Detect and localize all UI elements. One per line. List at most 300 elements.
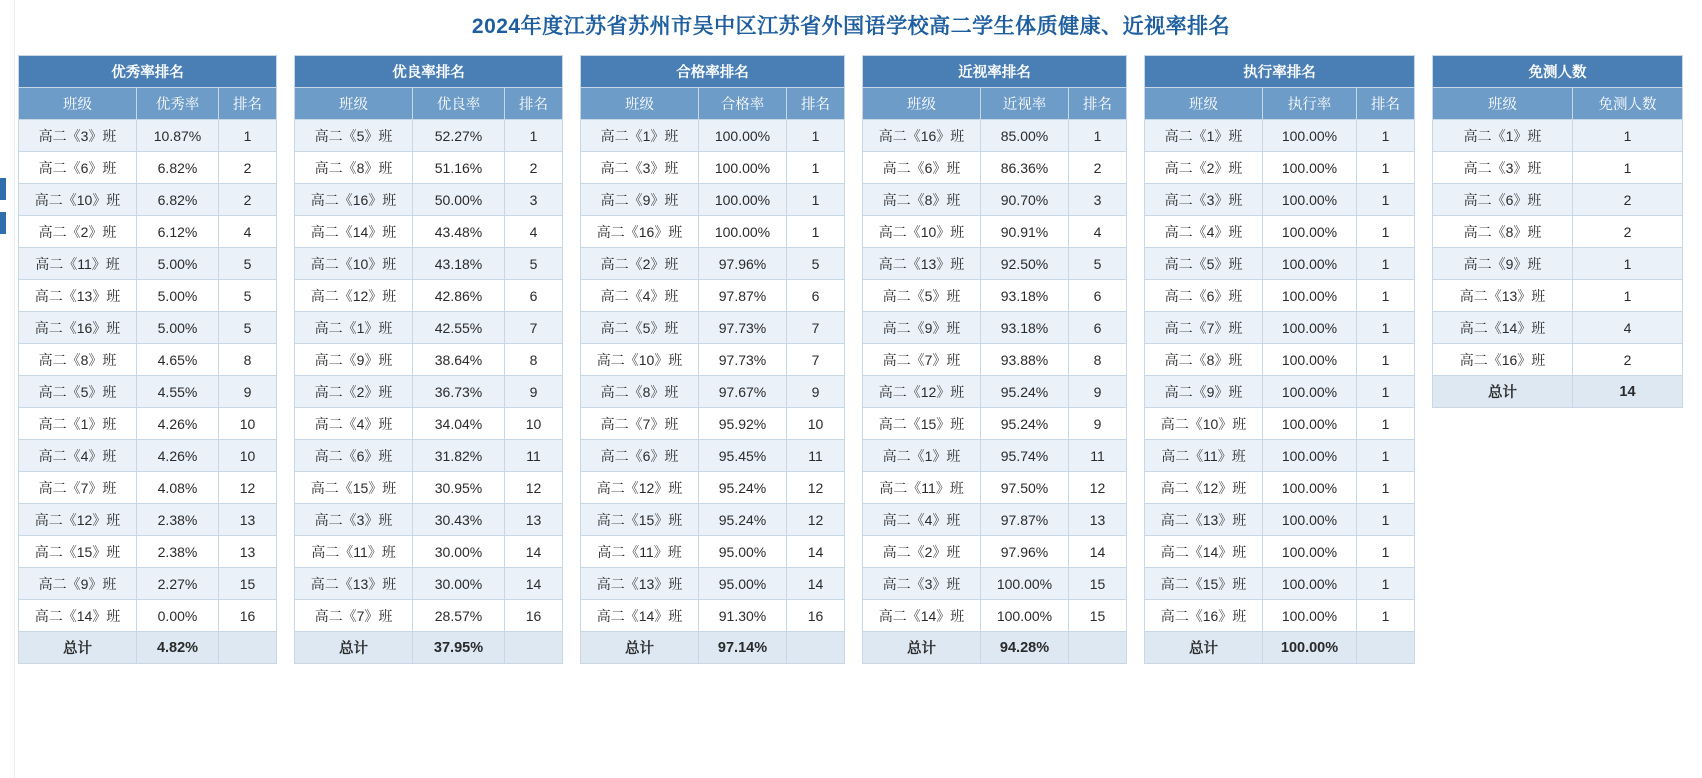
table-row bbox=[1145, 600, 1415, 632]
table-row bbox=[1145, 504, 1415, 536]
col-header-rank: 排名 bbox=[787, 88, 845, 120]
cell-rank: 13 bbox=[505, 504, 563, 536]
cell-value: 30.43% bbox=[413, 504, 505, 536]
col-header-value: 近视率 bbox=[981, 88, 1069, 120]
table-title-row bbox=[1433, 56, 1683, 88]
table-row bbox=[1433, 248, 1683, 280]
table-row bbox=[19, 344, 277, 376]
table-row bbox=[863, 376, 1127, 408]
cell-rank: 1 bbox=[1357, 120, 1415, 152]
cell-value: 100.00% bbox=[1263, 344, 1357, 376]
table-row bbox=[581, 376, 845, 408]
cell-value: 100.00% bbox=[1263, 568, 1357, 600]
cell-rank: 13 bbox=[219, 504, 277, 536]
cell-value: 100.00% bbox=[1263, 152, 1357, 184]
cell-class: 高二《12》班 bbox=[19, 504, 137, 536]
table-row bbox=[863, 408, 1127, 440]
cell-rank: 14 bbox=[787, 568, 845, 600]
cell-value: 97.87% bbox=[981, 504, 1069, 536]
cell-value: 30.00% bbox=[413, 568, 505, 600]
table-total-row bbox=[863, 632, 1127, 664]
cell-value: 10.87% bbox=[137, 120, 219, 152]
cell-value: 2.27% bbox=[137, 568, 219, 600]
cell-class: 高二《6》班 bbox=[19, 152, 137, 184]
cell-rank: 1 bbox=[1357, 184, 1415, 216]
cell-class: 高二《1》班 bbox=[19, 408, 137, 440]
cell-value: 95.24% bbox=[981, 376, 1069, 408]
table-row bbox=[581, 536, 845, 568]
cell-value: 97.87% bbox=[699, 280, 787, 312]
table-row bbox=[19, 216, 277, 248]
cell-class: 高二《7》班 bbox=[863, 344, 981, 376]
cell-rank: 5 bbox=[787, 248, 845, 280]
table-row bbox=[19, 152, 277, 184]
cell-value: 28.57% bbox=[413, 600, 505, 632]
cell-rank: 1 bbox=[1357, 440, 1415, 472]
cell-rank: 2 bbox=[505, 152, 563, 184]
cell-class: 高二《5》班 bbox=[581, 312, 699, 344]
cell-class: 高二《3》班 bbox=[1145, 184, 1263, 216]
cell-class: 高二《5》班 bbox=[863, 280, 981, 312]
cell-rank: 14 bbox=[1069, 536, 1127, 568]
cell-class: 高二《12》班 bbox=[863, 376, 981, 408]
table-row bbox=[19, 120, 277, 152]
cell-value: 52.27% bbox=[413, 120, 505, 152]
cell-class: 高二《1》班 bbox=[295, 312, 413, 344]
cell-class: 高二《5》班 bbox=[19, 376, 137, 408]
cell-value: 97.96% bbox=[699, 248, 787, 280]
table-row bbox=[581, 600, 845, 632]
table-title-row bbox=[1145, 56, 1415, 88]
cell-class: 高二《13》班 bbox=[1433, 280, 1573, 312]
table-row bbox=[295, 440, 563, 472]
cell-rank: 1 bbox=[1357, 472, 1415, 504]
table-row bbox=[1433, 216, 1683, 248]
table-title: 优良率排名 bbox=[295, 56, 563, 88]
cell-rank: 1 bbox=[1357, 376, 1415, 408]
table-row bbox=[295, 600, 563, 632]
cell-value: 95.24% bbox=[699, 504, 787, 536]
cell-class: 高二《13》班 bbox=[863, 248, 981, 280]
cell-rank: 10 bbox=[219, 440, 277, 472]
total-value: 100.00% bbox=[1263, 632, 1357, 664]
cell-rank: 7 bbox=[787, 344, 845, 376]
table-header-row bbox=[1433, 88, 1683, 120]
cell-class: 高二《10》班 bbox=[295, 248, 413, 280]
table-header-row bbox=[863, 88, 1127, 120]
total-rank bbox=[1357, 632, 1415, 664]
cell-value: 100.00% bbox=[1263, 216, 1357, 248]
table-row bbox=[1145, 120, 1415, 152]
total-rank bbox=[1069, 632, 1127, 664]
table-row bbox=[19, 184, 277, 216]
cell-rank: 8 bbox=[505, 344, 563, 376]
cell-value: 1 bbox=[1573, 120, 1683, 152]
table-row bbox=[295, 376, 563, 408]
cell-class: 高二《11》班 bbox=[863, 472, 981, 504]
cell-value: 2 bbox=[1573, 344, 1683, 376]
cell-rank: 1 bbox=[1357, 408, 1415, 440]
cell-value: 6.12% bbox=[137, 216, 219, 248]
cell-class: 高二《11》班 bbox=[19, 248, 137, 280]
cell-class: 高二《11》班 bbox=[295, 536, 413, 568]
table-row bbox=[863, 344, 1127, 376]
table-header-row bbox=[19, 88, 277, 120]
cell-rank: 10 bbox=[505, 408, 563, 440]
cell-value: 5.00% bbox=[137, 280, 219, 312]
cell-value: 95.92% bbox=[699, 408, 787, 440]
cell-value: 100.00% bbox=[699, 184, 787, 216]
cell-class: 高二《13》班 bbox=[1145, 504, 1263, 536]
cell-class: 高二《5》班 bbox=[295, 120, 413, 152]
cell-value: 95.00% bbox=[699, 536, 787, 568]
table-title-row bbox=[295, 56, 563, 88]
table-row bbox=[581, 152, 845, 184]
cell-value: 100.00% bbox=[1263, 248, 1357, 280]
cell-value: 95.74% bbox=[981, 440, 1069, 472]
cell-class: 高二《11》班 bbox=[581, 536, 699, 568]
cell-class: 高二《9》班 bbox=[1145, 376, 1263, 408]
cell-rank: 16 bbox=[505, 600, 563, 632]
table-row bbox=[863, 280, 1127, 312]
total-label: 总计 bbox=[1145, 632, 1263, 664]
table-row bbox=[581, 184, 845, 216]
cell-class: 高二《10》班 bbox=[863, 216, 981, 248]
cell-class: 高二《3》班 bbox=[863, 568, 981, 600]
cell-class: 高二《14》班 bbox=[581, 600, 699, 632]
cell-value: 100.00% bbox=[1263, 312, 1357, 344]
cell-rank: 1 bbox=[787, 184, 845, 216]
table-title-row bbox=[581, 56, 845, 88]
cell-rank: 7 bbox=[505, 312, 563, 344]
cell-class: 高二《4》班 bbox=[19, 440, 137, 472]
cell-rank: 1 bbox=[787, 216, 845, 248]
table-row bbox=[19, 440, 277, 472]
table-row bbox=[581, 504, 845, 536]
cell-class: 高二《15》班 bbox=[581, 504, 699, 536]
table-header-row bbox=[295, 88, 563, 120]
table-good-rate bbox=[294, 55, 563, 664]
table-row bbox=[1433, 120, 1683, 152]
cell-class: 高二《16》班 bbox=[1433, 344, 1573, 376]
cell-value: 92.50% bbox=[981, 248, 1069, 280]
cell-class: 高二《16》班 bbox=[1145, 600, 1263, 632]
cell-value: 100.00% bbox=[1263, 376, 1357, 408]
table-row bbox=[581, 216, 845, 248]
cell-class: 高二《10》班 bbox=[19, 184, 137, 216]
col-header-class: 班级 bbox=[581, 88, 699, 120]
cell-value: 97.73% bbox=[699, 312, 787, 344]
cell-rank: 3 bbox=[505, 184, 563, 216]
cell-class: 高二《3》班 bbox=[1433, 152, 1573, 184]
cell-value: 97.50% bbox=[981, 472, 1069, 504]
cell-class: 高二《1》班 bbox=[1145, 120, 1263, 152]
table-myopia-rate bbox=[862, 55, 1127, 664]
cell-value: 2 bbox=[1573, 184, 1683, 216]
cell-class: 高二《14》班 bbox=[863, 600, 981, 632]
table-body bbox=[19, 120, 277, 664]
cell-value: 6.82% bbox=[137, 184, 219, 216]
cell-class: 高二《16》班 bbox=[863, 120, 981, 152]
cell-value: 93.88% bbox=[981, 344, 1069, 376]
cell-class: 高二《2》班 bbox=[863, 536, 981, 568]
cell-rank: 1 bbox=[1357, 280, 1415, 312]
cell-rank: 9 bbox=[1069, 376, 1127, 408]
cell-value: 90.91% bbox=[981, 216, 1069, 248]
cell-value: 95.00% bbox=[699, 568, 787, 600]
table-row bbox=[1145, 440, 1415, 472]
col-header-class: 班级 bbox=[863, 88, 981, 120]
table-row bbox=[1145, 568, 1415, 600]
table-title: 合格率排名 bbox=[581, 56, 845, 88]
table-total-row bbox=[295, 632, 563, 664]
table-row bbox=[581, 408, 845, 440]
table-row bbox=[863, 600, 1127, 632]
cell-value: 86.36% bbox=[981, 152, 1069, 184]
total-label: 总计 bbox=[863, 632, 981, 664]
cell-value: 30.00% bbox=[413, 536, 505, 568]
cell-value: 93.18% bbox=[981, 280, 1069, 312]
total-label: 总计 bbox=[295, 632, 413, 664]
cell-rank: 11 bbox=[787, 440, 845, 472]
cell-value: 38.64% bbox=[413, 344, 505, 376]
table-row bbox=[19, 536, 277, 568]
cell-rank: 5 bbox=[219, 248, 277, 280]
cell-class: 高二《15》班 bbox=[295, 472, 413, 504]
table-row bbox=[863, 184, 1127, 216]
table-row bbox=[295, 408, 563, 440]
cell-value: 51.16% bbox=[413, 152, 505, 184]
cell-value: 2 bbox=[1573, 216, 1683, 248]
table-total-row bbox=[581, 632, 845, 664]
cell-class: 高二《14》班 bbox=[295, 216, 413, 248]
cell-class: 高二《6》班 bbox=[1145, 280, 1263, 312]
cell-class: 高二《1》班 bbox=[1433, 120, 1573, 152]
cell-rank: 1 bbox=[1357, 600, 1415, 632]
table-row bbox=[295, 248, 563, 280]
cell-rank: 1 bbox=[1357, 568, 1415, 600]
table-row bbox=[295, 216, 563, 248]
table-pass-rate bbox=[580, 55, 845, 664]
cell-value: 42.86% bbox=[413, 280, 505, 312]
cell-value: 100.00% bbox=[699, 120, 787, 152]
cell-rank: 15 bbox=[1069, 600, 1127, 632]
cell-value: 90.70% bbox=[981, 184, 1069, 216]
cell-rank: 5 bbox=[1069, 248, 1127, 280]
table-row bbox=[19, 568, 277, 600]
table-row bbox=[1433, 280, 1683, 312]
cell-value: 1 bbox=[1573, 280, 1683, 312]
cell-rank: 4 bbox=[1069, 216, 1127, 248]
cell-class: 高二《8》班 bbox=[295, 152, 413, 184]
table-excellent-rate bbox=[18, 55, 277, 664]
table-title: 执行率排名 bbox=[1145, 56, 1415, 88]
cell-rank: 6 bbox=[787, 280, 845, 312]
col-header-class: 班级 bbox=[1433, 88, 1573, 120]
cell-class: 高二《1》班 bbox=[581, 120, 699, 152]
cell-class: 高二《16》班 bbox=[295, 184, 413, 216]
cell-value: 1 bbox=[1573, 248, 1683, 280]
cell-class: 高二《7》班 bbox=[581, 408, 699, 440]
cell-rank: 1 bbox=[1357, 344, 1415, 376]
cell-value: 36.73% bbox=[413, 376, 505, 408]
table-row bbox=[1433, 344, 1683, 376]
table-row bbox=[863, 568, 1127, 600]
col-header-class: 班级 bbox=[1145, 88, 1263, 120]
cell-class: 高二《8》班 bbox=[581, 376, 699, 408]
cell-class: 高二《8》班 bbox=[1433, 216, 1573, 248]
cell-rank: 1 bbox=[505, 120, 563, 152]
table-row bbox=[1145, 472, 1415, 504]
col-header-rank: 排名 bbox=[1069, 88, 1127, 120]
table-row bbox=[1145, 280, 1415, 312]
cell-rank: 2 bbox=[219, 184, 277, 216]
table-row bbox=[1145, 536, 1415, 568]
cell-rank: 2 bbox=[219, 152, 277, 184]
cell-value: 95.24% bbox=[699, 472, 787, 504]
cell-class: 高二《2》班 bbox=[1145, 152, 1263, 184]
table-row bbox=[863, 120, 1127, 152]
table-title: 近视率排名 bbox=[863, 56, 1127, 88]
cell-value: 100.00% bbox=[1263, 120, 1357, 152]
total-value: 14 bbox=[1573, 376, 1683, 408]
cell-class: 高二《3》班 bbox=[295, 504, 413, 536]
cell-rank: 16 bbox=[787, 600, 845, 632]
table-row bbox=[581, 120, 845, 152]
cell-rank: 1 bbox=[1357, 312, 1415, 344]
cell-rank: 9 bbox=[505, 376, 563, 408]
table-body bbox=[581, 120, 845, 664]
cell-value: 4.26% bbox=[137, 440, 219, 472]
table-row bbox=[1145, 408, 1415, 440]
cell-rank: 5 bbox=[219, 280, 277, 312]
table-exempt-count bbox=[1432, 55, 1683, 408]
table-row bbox=[19, 408, 277, 440]
cell-value: 95.24% bbox=[981, 408, 1069, 440]
cell-class: 高二《9》班 bbox=[581, 184, 699, 216]
cell-rank: 3 bbox=[1069, 184, 1127, 216]
cell-rank: 12 bbox=[787, 472, 845, 504]
cell-class: 高二《15》班 bbox=[19, 536, 137, 568]
cell-value: 5.00% bbox=[137, 248, 219, 280]
cell-rank: 1 bbox=[1357, 216, 1415, 248]
col-header-rank: 排名 bbox=[1357, 88, 1415, 120]
cell-class: 高二《13》班 bbox=[295, 568, 413, 600]
cell-class: 高二《9》班 bbox=[863, 312, 981, 344]
table-row bbox=[581, 248, 845, 280]
cell-rank: 8 bbox=[1069, 344, 1127, 376]
table-row bbox=[19, 504, 277, 536]
cell-class: 高二《8》班 bbox=[19, 344, 137, 376]
table-body bbox=[295, 120, 563, 664]
table-row bbox=[1433, 184, 1683, 216]
cell-value: 0.00% bbox=[137, 600, 219, 632]
cell-rank: 6 bbox=[1069, 312, 1127, 344]
cell-value: 97.67% bbox=[699, 376, 787, 408]
cell-class: 高二《10》班 bbox=[581, 344, 699, 376]
table-row bbox=[19, 472, 277, 504]
col-header-value: 免测人数 bbox=[1573, 88, 1683, 120]
cell-class: 高二《6》班 bbox=[863, 152, 981, 184]
table-header-row bbox=[581, 88, 845, 120]
table-row bbox=[295, 568, 563, 600]
cell-rank: 4 bbox=[219, 216, 277, 248]
table-row bbox=[295, 536, 563, 568]
cell-class: 高二《6》班 bbox=[1433, 184, 1573, 216]
cell-rank: 5 bbox=[219, 312, 277, 344]
cell-class: 高二《2》班 bbox=[19, 216, 137, 248]
table-row bbox=[1145, 152, 1415, 184]
cell-class: 高二《5》班 bbox=[1145, 248, 1263, 280]
cell-rank: 9 bbox=[1069, 408, 1127, 440]
cell-class: 高二《8》班 bbox=[1145, 344, 1263, 376]
cell-class: 高二《6》班 bbox=[295, 440, 413, 472]
table-row bbox=[863, 504, 1127, 536]
cell-rank: 14 bbox=[505, 568, 563, 600]
cell-rank: 1 bbox=[787, 152, 845, 184]
cell-value: 97.73% bbox=[699, 344, 787, 376]
total-value: 94.28% bbox=[981, 632, 1069, 664]
cell-rank: 1 bbox=[787, 120, 845, 152]
table-title-row bbox=[863, 56, 1127, 88]
cell-value: 100.00% bbox=[1263, 440, 1357, 472]
table-row bbox=[581, 344, 845, 376]
total-rank bbox=[787, 632, 845, 664]
col-header-value: 优良率 bbox=[413, 88, 505, 120]
cell-value: 42.55% bbox=[413, 312, 505, 344]
total-label: 总计 bbox=[19, 632, 137, 664]
cell-rank: 10 bbox=[787, 408, 845, 440]
cell-rank: 1 bbox=[219, 120, 277, 152]
cell-class: 高二《15》班 bbox=[1145, 568, 1263, 600]
cell-value: 95.45% bbox=[699, 440, 787, 472]
cell-class: 高二《2》班 bbox=[581, 248, 699, 280]
cell-value: 93.18% bbox=[981, 312, 1069, 344]
cell-class: 高二《3》班 bbox=[581, 152, 699, 184]
cell-value: 4.08% bbox=[137, 472, 219, 504]
table-title: 优秀率排名 bbox=[19, 56, 277, 88]
cell-value: 1 bbox=[1573, 152, 1683, 184]
cell-rank: 12 bbox=[1069, 472, 1127, 504]
cell-rank: 6 bbox=[1069, 280, 1127, 312]
total-value: 37.95% bbox=[413, 632, 505, 664]
table-total-row bbox=[19, 632, 277, 664]
cell-class: 高二《4》班 bbox=[581, 280, 699, 312]
cell-rank: 1 bbox=[1357, 152, 1415, 184]
total-value: 4.82% bbox=[137, 632, 219, 664]
cell-rank: 14 bbox=[505, 536, 563, 568]
cell-class: 高二《14》班 bbox=[1145, 536, 1263, 568]
table-row bbox=[295, 120, 563, 152]
table-row bbox=[19, 600, 277, 632]
cell-class: 高二《9》班 bbox=[295, 344, 413, 376]
table-row bbox=[1433, 312, 1683, 344]
table-body bbox=[1145, 120, 1415, 664]
right-rail bbox=[1688, 0, 1702, 778]
cell-rank: 11 bbox=[1069, 440, 1127, 472]
col-header-rank: 排名 bbox=[219, 88, 277, 120]
cell-class: 高二《7》班 bbox=[1145, 312, 1263, 344]
table-row bbox=[863, 440, 1127, 472]
cell-rank: 13 bbox=[219, 536, 277, 568]
cell-value: 100.00% bbox=[1263, 184, 1357, 216]
cell-rank: 5 bbox=[505, 248, 563, 280]
table-row bbox=[863, 152, 1127, 184]
table-row bbox=[19, 248, 277, 280]
table-row bbox=[1433, 152, 1683, 184]
cell-class: 高二《9》班 bbox=[19, 568, 137, 600]
table-row bbox=[19, 280, 277, 312]
